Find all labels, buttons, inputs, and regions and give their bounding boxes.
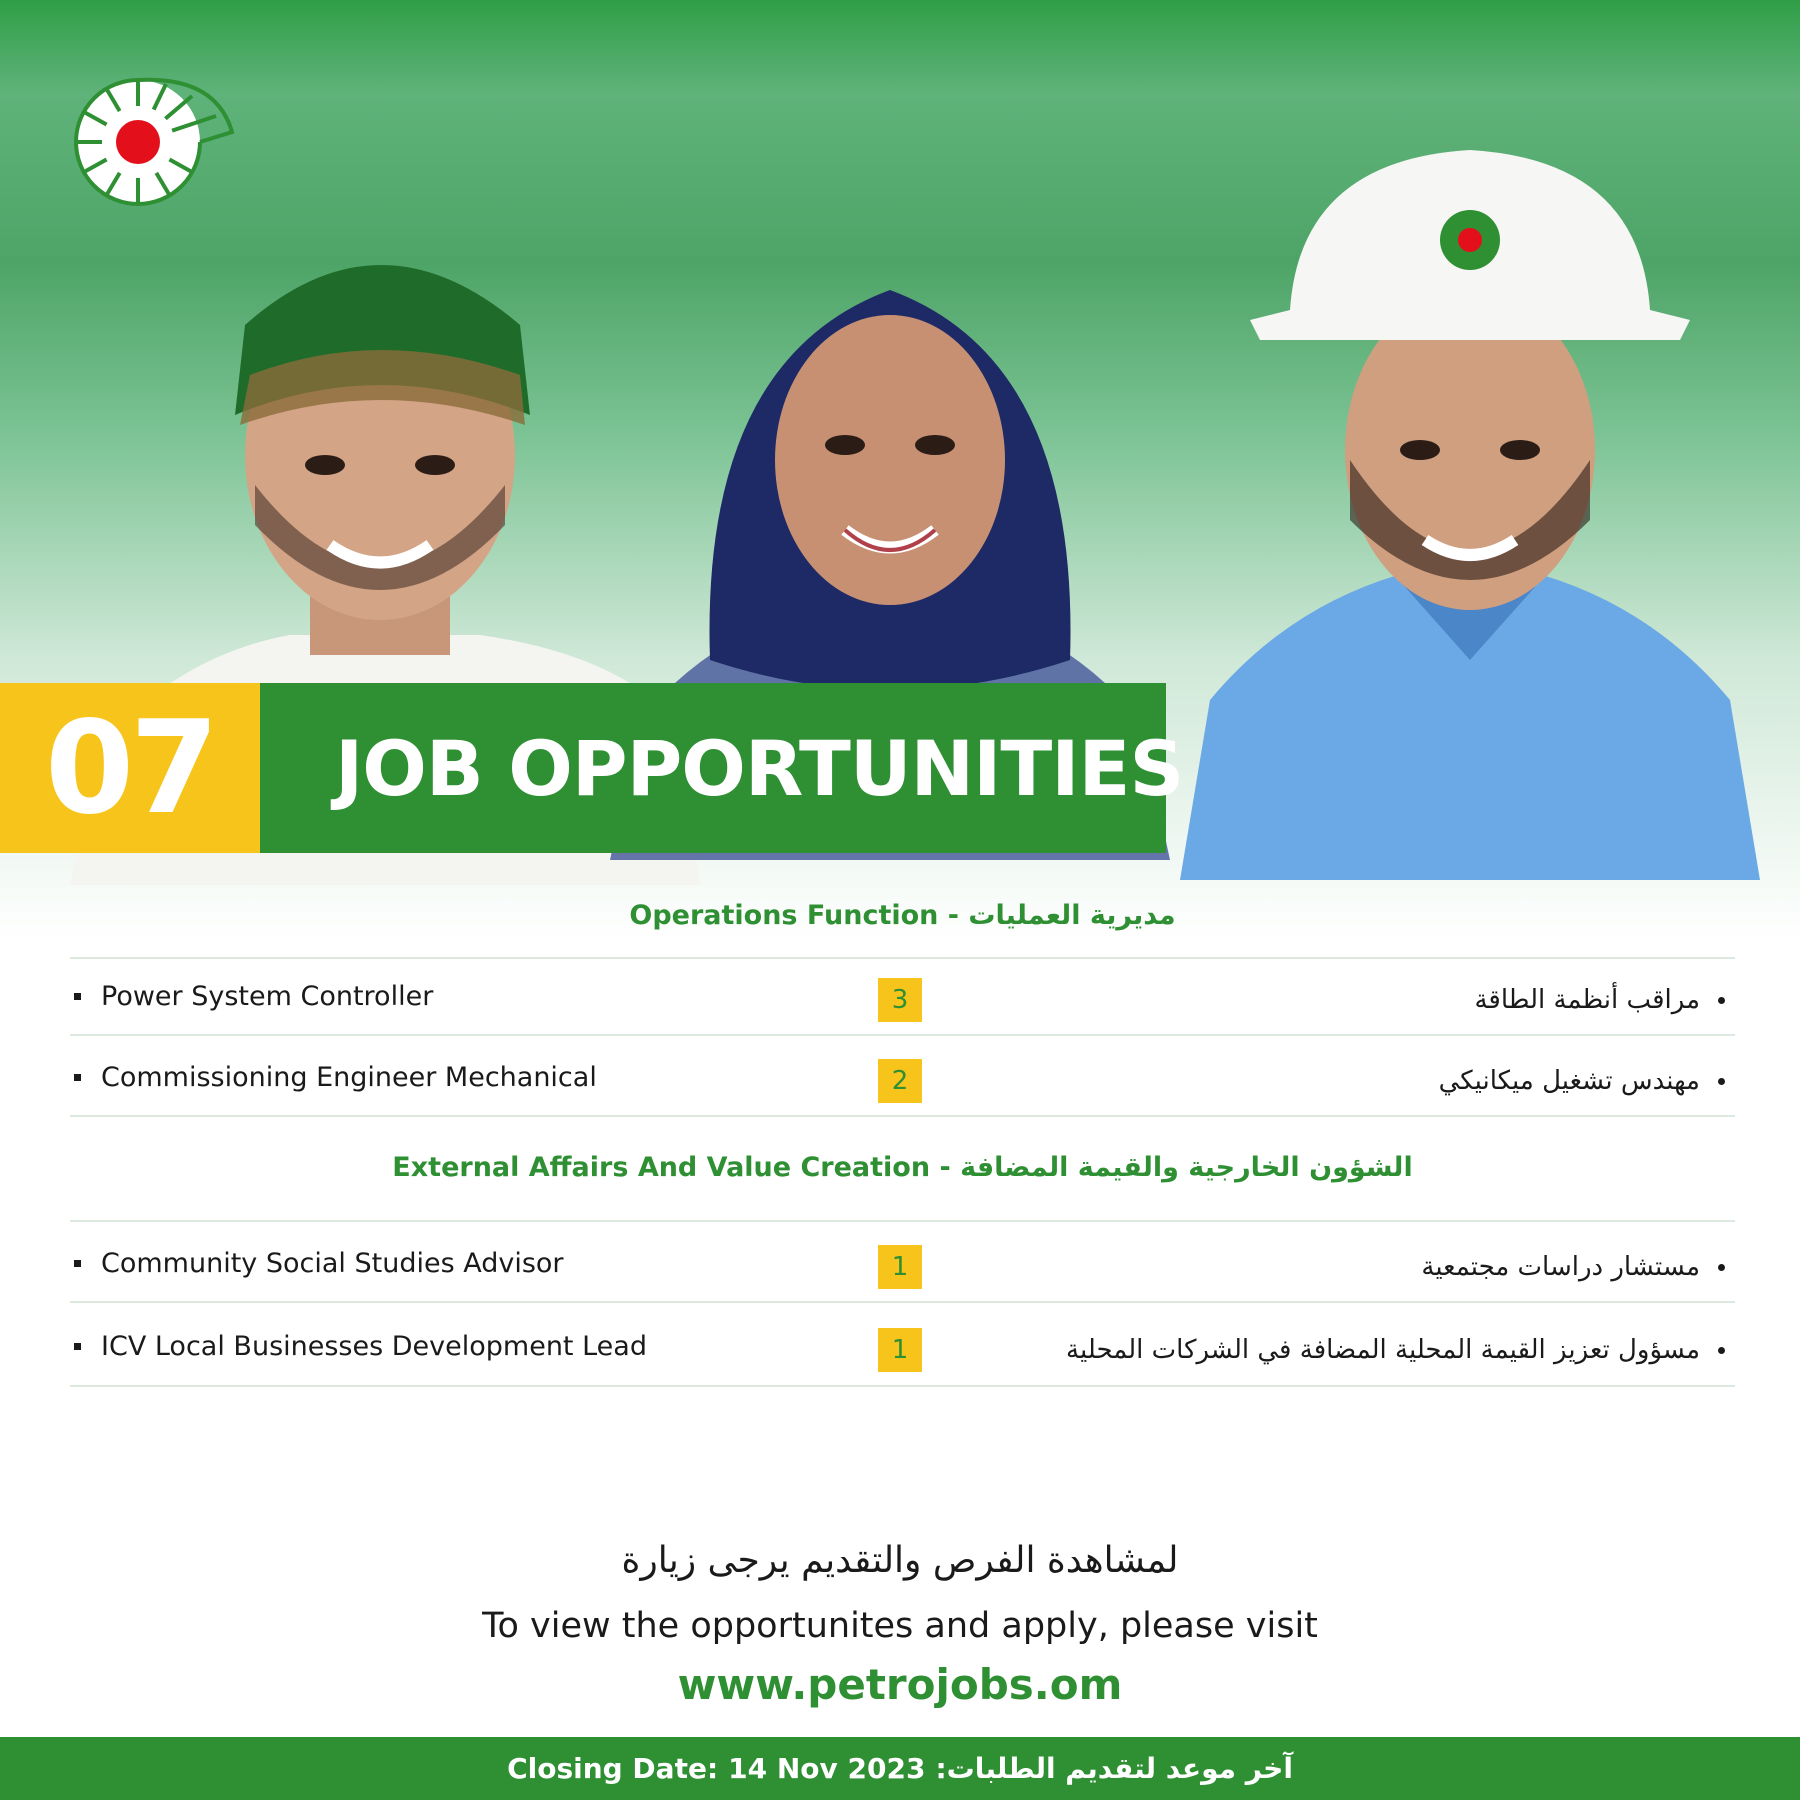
bullet-icon: [74, 1074, 81, 1081]
divider: [70, 1034, 1735, 1036]
page-title: JOB OPPORTUNITIES: [335, 723, 1184, 813]
vacancy-count: 1: [878, 1245, 922, 1289]
job-count-badge: [0, 683, 260, 853]
job-title-ar-text: مراقب أنظمة الطاقة: [1474, 985, 1700, 1015]
job-title-ar-text: مهندس تشغيل ميكانيكي: [1438, 1066, 1700, 1096]
job-title-en-text: Power System Controller: [101, 980, 434, 1012]
job-title-ar-text: مستشار دراسات مجتمعية: [1421, 1252, 1700, 1282]
job-title-ar: [1474, 966, 1725, 1034]
closing-date-bar: [0, 1737, 1800, 1800]
job-title-en-text: Community Social Studies Advisor: [101, 1247, 564, 1279]
job-title-en: [70, 1233, 564, 1293]
closing-date-label-ar: آخر موعد لتقديم الطلبات:: [935, 1752, 1293, 1785]
job-title-en: [70, 1047, 597, 1107]
bullet-icon: [1718, 1264, 1725, 1271]
bullet-icon: [1718, 1078, 1725, 1085]
bullet-icon: [1718, 1347, 1725, 1354]
divider: [70, 957, 1735, 959]
person-hardhat-illustration: [1170, 140, 1770, 880]
vacancy-count: 1: [878, 1328, 922, 1372]
bullet-icon: [74, 1260, 81, 1267]
section-heading-operations: Operations Function - مديرية العمليات: [629, 900, 1176, 931]
title-banner: [260, 683, 1184, 853]
visit-text-ar: لمشاهدة الفرص والتقديم يرجى زيارة: [621, 1540, 1179, 1581]
job-title-en: [70, 966, 433, 1026]
divider: [70, 1301, 1735, 1303]
job-title-ar: [1421, 1233, 1725, 1301]
bullet-icon: [1718, 997, 1725, 1004]
closing-date-label-en: Closing Date:: [507, 1752, 719, 1785]
job-title-ar-text: مسؤول تعزيز القيمة المحلية المضافة في الشركات المحلية: [1066, 1335, 1700, 1365]
divider: [70, 1115, 1735, 1117]
bullet-icon: [74, 993, 81, 1000]
vacancy-count: 3: [878, 978, 922, 1022]
job-row: [70, 1316, 1735, 1396]
job-title-ar: [1066, 1316, 1725, 1384]
job-title-en-text: ICV Local Businesses Development Lead: [101, 1330, 647, 1362]
divider: [70, 1220, 1735, 1222]
visit-text-en: To view the opportunites and apply, please visit: [482, 1606, 1318, 1646]
divider: [70, 1385, 1735, 1387]
job-title-en-text: Commissioning Engineer Mechanical: [101, 1061, 597, 1093]
job-count: 07: [44, 693, 216, 843]
website-link[interactable]: www.petrojobs.om: [677, 1660, 1123, 1709]
closing-date-value: 14 Nov 2023: [728, 1752, 926, 1785]
section-heading-external-affairs: External Affairs And Value Creation - الشؤون الخارجية والقيمة المضافة: [392, 1152, 1413, 1183]
job-title-ar: [1439, 1047, 1725, 1115]
job-title-en: [70, 1316, 647, 1376]
bullet-icon: [74, 1343, 81, 1350]
vacancy-count: 2: [878, 1059, 922, 1103]
